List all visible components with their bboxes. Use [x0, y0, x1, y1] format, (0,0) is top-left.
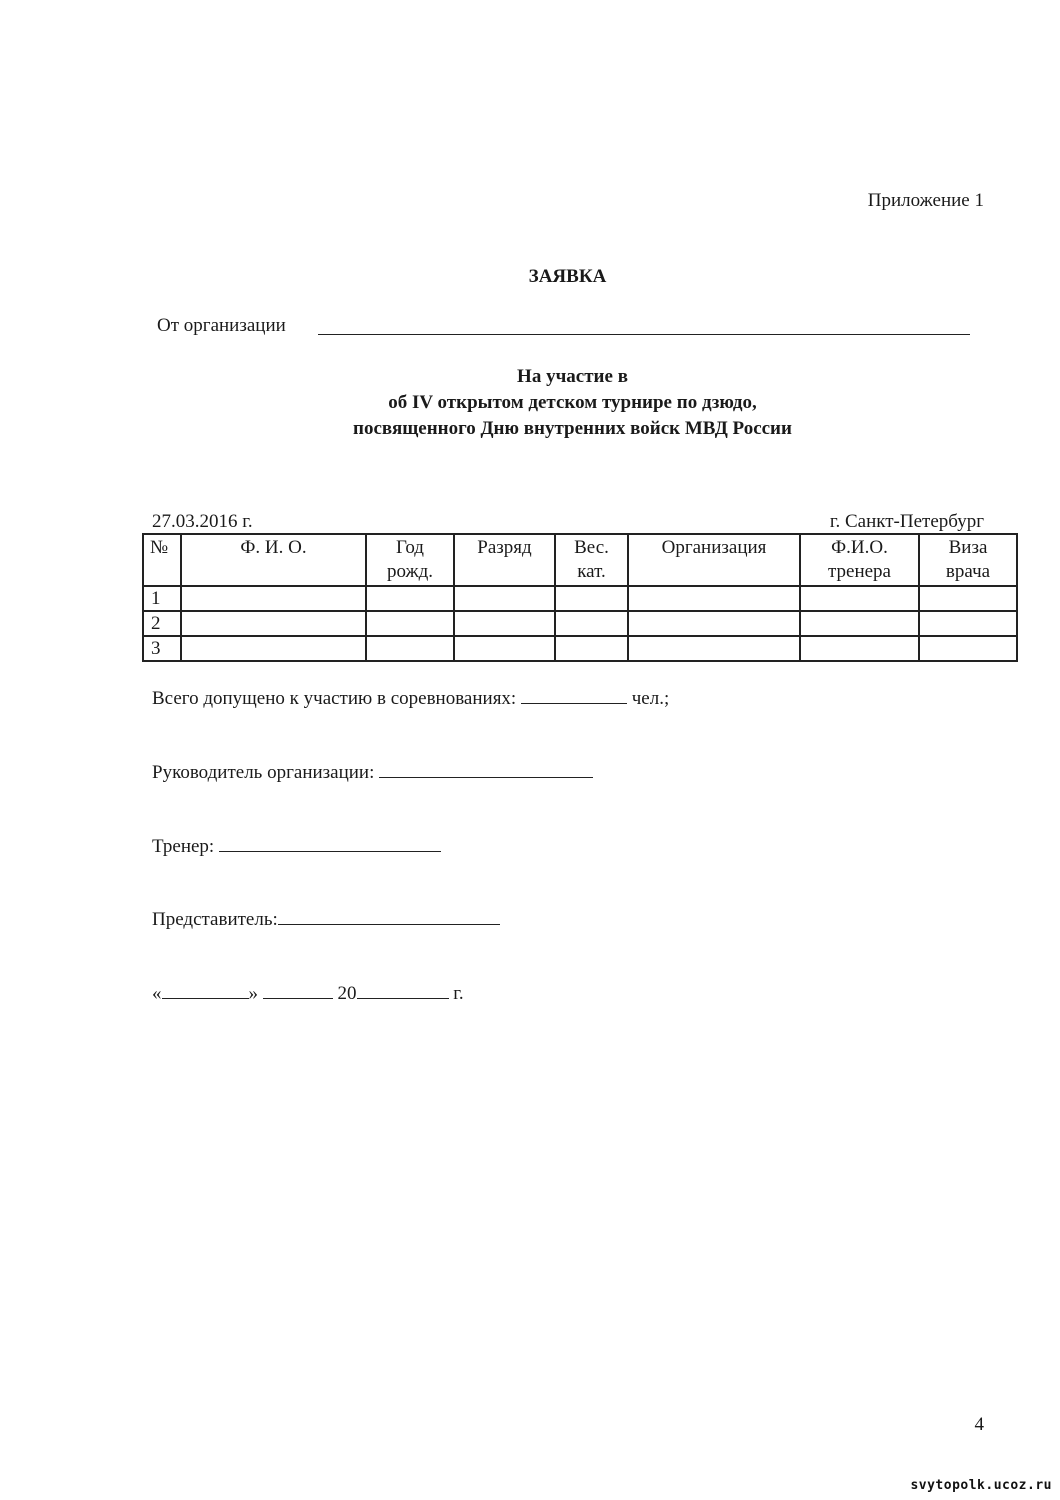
header-doctor-visa: Виза врача — [919, 534, 1017, 586]
cell-organization[interactable] — [628, 611, 800, 636]
coach-label: Тренер: — [152, 836, 215, 857]
representative-blank[interactable] — [278, 910, 500, 925]
row-number: 3 — [143, 636, 181, 661]
cell-full-name[interactable] — [181, 586, 366, 611]
cell-doctor-visa[interactable] — [919, 586, 1017, 611]
document-date: 27.03.2016 г. — [152, 511, 253, 532]
cell-organization[interactable] — [628, 636, 800, 661]
total-admitted-line — [152, 688, 669, 710]
table-row — [143, 636, 1017, 661]
cell-rank[interactable] — [454, 636, 555, 661]
cell-coach-name[interactable] — [800, 611, 919, 636]
subtitle-line-2: об IV открытом детском турнире по дзюдо, — [388, 392, 757, 413]
subtitle-line-3: посвященного Дню внутренних войск МВД России — [353, 418, 792, 439]
total-admitted-label: Всего допущено к участию в соревнованиях: — [152, 688, 517, 709]
header-rank: Разряд — [454, 534, 555, 586]
head-of-organization-blank[interactable] — [379, 763, 593, 778]
year-suffix: г. — [453, 983, 464, 1004]
participants-table — [142, 533, 1018, 662]
cell-full-name[interactable] — [181, 611, 366, 636]
cell-coach-name[interactable] — [800, 636, 919, 661]
header-birth-year: Год рожд. — [366, 534, 454, 586]
cell-rank[interactable] — [454, 586, 555, 611]
head-of-organization-label: Руководитель организации: — [152, 762, 375, 783]
cell-birth-year[interactable] — [366, 586, 454, 611]
table-header-row — [143, 534, 1017, 586]
header-full-name: Ф. И. О. — [181, 534, 366, 586]
head-of-organization-line — [152, 762, 593, 784]
cell-rank[interactable] — [454, 611, 555, 636]
cell-weight-category[interactable] — [555, 636, 628, 661]
cell-birth-year[interactable] — [366, 611, 454, 636]
table-row — [143, 611, 1017, 636]
total-admitted-blank[interactable] — [521, 689, 627, 704]
year-blank[interactable] — [357, 984, 449, 999]
document-title: ЗАЯВКА — [528, 266, 607, 287]
header-weight-category: Вес. кат. — [555, 534, 628, 586]
signature-date-line — [152, 983, 464, 1005]
cell-birth-year[interactable] — [366, 636, 454, 661]
date-close-quote: » — [248, 983, 258, 1004]
cell-coach-name[interactable] — [800, 586, 919, 611]
cell-weight-category[interactable] — [555, 611, 628, 636]
document-city: г. Санкт-Петербург — [829, 511, 984, 532]
header-number: № — [143, 534, 181, 586]
row-number: 2 — [143, 611, 181, 636]
coach-line — [152, 836, 441, 858]
representative-label: Представитель: — [152, 909, 278, 930]
subtitle-line-1: На участие в — [517, 366, 628, 387]
total-admitted-unit: чел.; — [631, 688, 670, 709]
date-open-quote: « — [152, 983, 162, 1004]
cell-organization[interactable] — [628, 586, 800, 611]
document-subtitle — [0, 364, 1060, 442]
table-row — [143, 586, 1017, 611]
row-number: 1 — [143, 586, 181, 611]
appendix-label: Приложение 1 — [867, 190, 984, 211]
day-blank[interactable] — [162, 984, 249, 999]
header-coach-name: Ф.И.О. тренера — [800, 534, 919, 586]
page-number: 4 — [974, 1414, 984, 1435]
month-blank[interactable] — [263, 984, 333, 999]
header-organization: Организация — [628, 534, 800, 586]
representative-line — [152, 909, 500, 931]
from-organization-line — [318, 334, 970, 335]
cell-doctor-visa[interactable] — [919, 611, 1017, 636]
cell-full-name[interactable] — [181, 636, 366, 661]
coach-blank[interactable] — [219, 837, 441, 852]
year-century: 20 — [337, 983, 357, 1004]
source-watermark: svytopolk.ucoz.ru — [910, 1478, 1052, 1493]
cell-weight-category[interactable] — [555, 586, 628, 611]
cell-doctor-visa[interactable] — [919, 636, 1017, 661]
from-organization-label: От организации — [157, 315, 286, 336]
